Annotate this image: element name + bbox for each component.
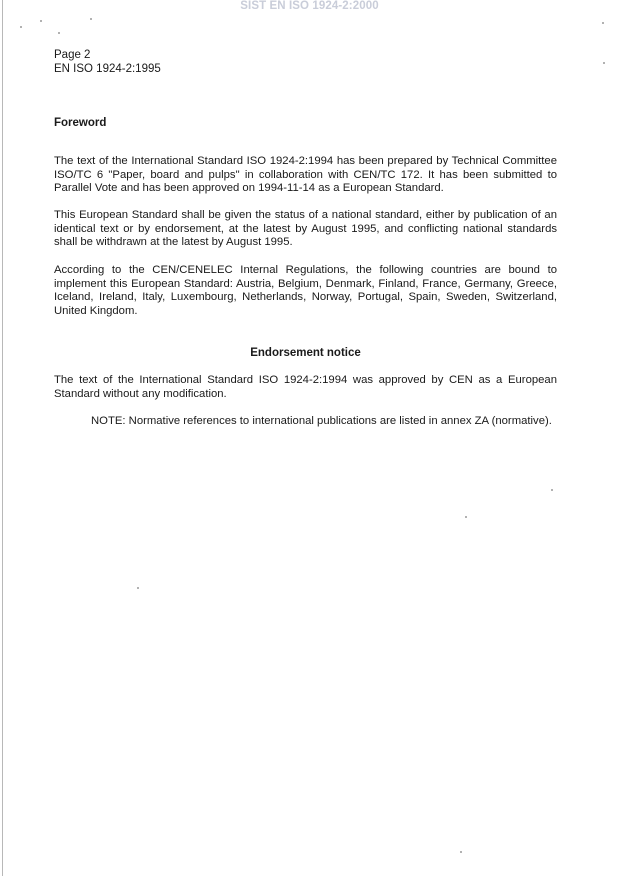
- endorsement-heading: Endorsement notice: [250, 347, 361, 359]
- standard-reference: EN ISO 1924-2:1995: [54, 63, 161, 75]
- foreword-paragraph-3: According to the CEN/CENELEC Internal Regulations, the following countries are bound to implement this European Standard: Austria, Belgium, Denmark, Finland, France, Germany, Greece, Iceland, Ireland, Italy, Luxembourg, Netherlands, Norway, Portugal, Spain, Sweden, Switzerland, United Kingdom.: [54, 264, 557, 317]
- scan-speck: [460, 851, 462, 853]
- scan-speck: [137, 587, 139, 589]
- scan-speck: [603, 62, 605, 64]
- foreword-paragraph-2: This European Standard shall be given the status of a national standard, either by publication of an identical text or by endorsement, at the latest by August 1995, and conflicting national standards shall be withdrawn at the latest by August 1995.: [54, 209, 557, 249]
- normative-note: NOTE: Normative references to international publications are listed in annex ZA (normative).: [91, 415, 552, 427]
- page-header: [54, 48, 161, 76]
- scan-speck: [90, 18, 92, 20]
- page-number: Page 2: [54, 49, 91, 61]
- page-edge-line: [2, 0, 3, 876]
- scan-speck: [40, 20, 42, 22]
- scan-speck: [602, 22, 604, 24]
- watermark: SIST EN ISO 1924-2:2000: [240, 0, 379, 12]
- endorsement-text: The text of the International Standard ISO 1924-2:1994 was approved by CEN as a European Standard without any modification.: [54, 374, 557, 400]
- foreword-paragraph-1: The text of the International Standard ISO 1924-2:1994 has been prepared by Technical Committee ISO/TC 6 "Paper, board and pulps" in collaboration with CEN/TC 172. It has been submitted to Parallel Vote and has been approved on 1994-11-14 as a European Standard.: [54, 155, 557, 195]
- scan-speck: [465, 516, 467, 518]
- scan-speck: [551, 489, 553, 491]
- scan-speck: [20, 26, 22, 28]
- foreword-heading: Foreword: [54, 117, 107, 129]
- scan-speck: [58, 32, 60, 34]
